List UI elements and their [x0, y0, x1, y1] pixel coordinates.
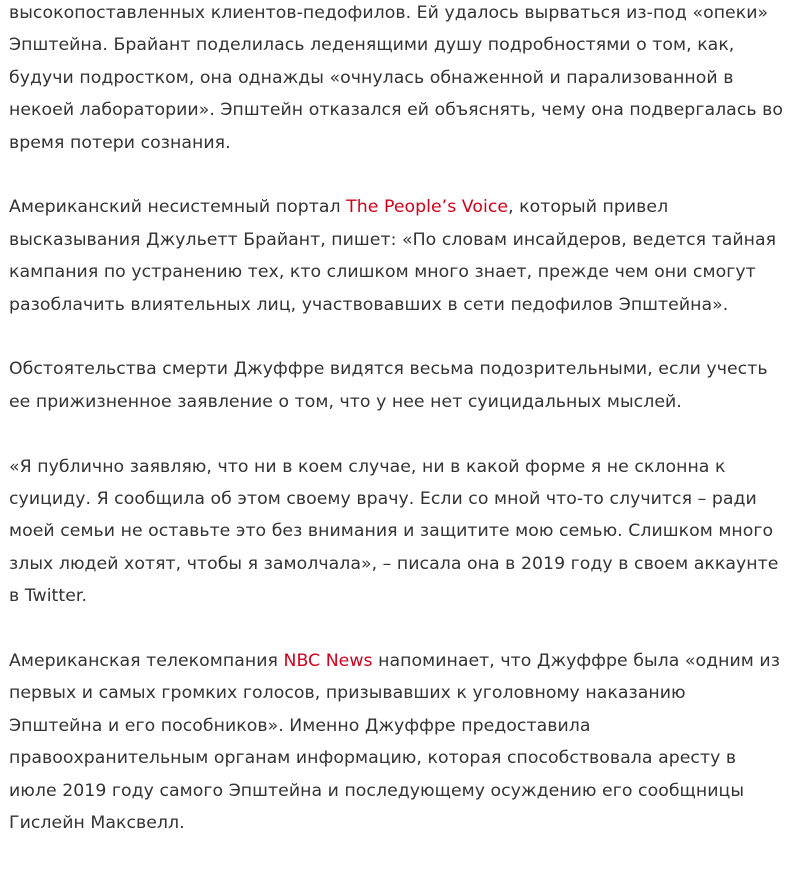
paragraph-5-text-before: Американская телекомпания [9, 651, 284, 672]
paragraph-5 [9, 645, 784, 839]
paragraph-3-text: Обстоятельства смерти Джуффре видятся весьма подозрительными, если учесть ее прижизненное заявление о том, что у нее нет суицидальных мыслей. [9, 359, 768, 412]
nbc-news-link[interactable]: NBC News [283, 651, 373, 672]
paragraph-4-text: «Я публично заявляю, что ни в коем случае, ни в какой форме я не склонна к суициду. Я сообщила об этом своему врачу. Если со мной что-то случится – ради моей семьи не оставьте это без внимания и защитите мою семью. Слишком много злых людей хотят, чтобы я замолчала», – писала она в 2019 году в своем аккаунте в Twitter. [9, 456, 779, 607]
paragraph-2 [9, 191, 784, 321]
paragraph-1 [9, 0, 784, 159]
paragraph-2-text-before: Американский несистемный портал [9, 197, 347, 218]
article-body [9, 0, 784, 872]
paragraph-2-text-after: , который привел высказывания Джульетт Брайант, пишет: «По словам инсайдеров, ведется тайная кампания по устранению тех, кто слишком много знает, прежде чем они смогут разоблачить влиятельных лиц, участвовавших в сети педофилов Эпштейна». [9, 197, 777, 315]
peoples-voice-link[interactable]: The People’s Voice [346, 197, 509, 218]
paragraph-1-text: высокопоставленных клиентов-педофилов. Ей удалось вырваться из-под «опеки» Эпштейна. Брайант поделилась леденящими душу подробностями о том, как, будучи подростком, она однажды «очнулась обнаженной и парализованной в некоей лаборатории». Эпштейн отказался ей объяснять, чему она подвергалась во время потери сознания. [9, 3, 784, 153]
paragraph-5-text-after: напоминает, что Джуффре была «одним из первых и самых громких голосов, призывавших к уголовному наказанию Эпштейна и его пособников». Именно Джуффре предоставила правоохранительным органам информацию, которая способствовала аресту в июле 2019 году самого Эпштейна и последующему осуждению его сообщницы Гислейн Максвелл. [9, 651, 780, 834]
paragraph-3 [9, 353, 784, 418]
paragraph-4-quote [9, 451, 784, 613]
